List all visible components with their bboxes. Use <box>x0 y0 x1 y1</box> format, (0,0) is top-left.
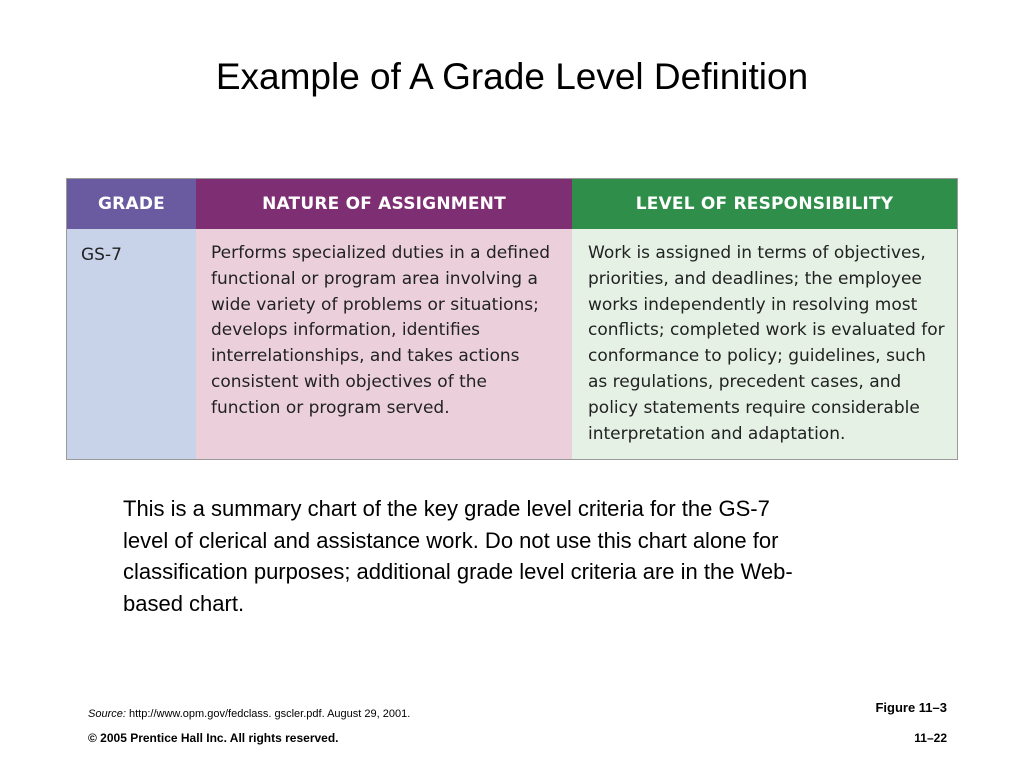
nature-line: functional or program area involving a <box>211 268 538 289</box>
slide-title: Example of A Grade Level Definition <box>215 56 809 97</box>
level-cell <box>572 229 957 459</box>
level-header: LEVEL OF RESPONSIBILITY <box>572 179 957 229</box>
source-text: http://www.opm.gov/fedclass. gscler.pdf. August 29, 2001. <box>128 708 411 720</box>
nature-line: interrelationships, and takes actions <box>211 346 520 367</box>
page-number: 11–22 <box>914 731 947 745</box>
level-column <box>572 179 957 459</box>
level-line: interpretation and adaptation. <box>588 423 846 444</box>
summary-line: classification purposes; additional grade level criteria are in the Web- <box>123 559 793 584</box>
level-line: Work is assigned in terms of objectives, <box>588 243 926 263</box>
grade-value: GS-7 <box>81 245 122 265</box>
grade-column <box>67 179 196 459</box>
nature-line: consistent with objectives of the <box>211 371 487 392</box>
source-label: Source: <box>88 708 126 720</box>
level-line: conflicts; completed work is evaluated for <box>588 320 945 341</box>
grade-level-table <box>66 178 958 460</box>
nature-cell <box>196 229 572 459</box>
nature-line: Performs specialized duties in a defined <box>211 243 550 263</box>
level-line: priorities, and deadlines; the employee <box>588 268 922 289</box>
nature-line: function or program served. <box>211 397 450 418</box>
grade-header: GRADE <box>67 179 196 229</box>
grade-cell <box>67 229 196 459</box>
level-line: as regulations, precedent cases, and <box>588 371 902 392</box>
summary-line: based chart. <box>123 590 245 616</box>
nature-line: wide variety of problems or situations; <box>211 294 539 315</box>
nature-header: NATURE OF ASSIGNMENT <box>196 179 572 229</box>
summary-line: level of clerical and assistance work. Do not use this chart alone for <box>123 527 779 553</box>
summary-paragraph <box>123 493 923 619</box>
summary-line: This is a summary chart of the key grade level criteria for the GS-7 <box>123 496 770 521</box>
nature-column <box>196 179 572 459</box>
level-line: policy statements require considerable <box>588 397 920 418</box>
source-citation <box>88 708 410 720</box>
figure-label: Figure 11–3 <box>875 700 947 715</box>
level-line: conformance to policy; guidelines, such <box>588 346 926 367</box>
nature-line: develops information, identifies <box>211 320 481 341</box>
level-line: works independently in resolving most <box>588 294 918 315</box>
copyright-notice: © 2005 Prentice Hall Inc. All rights reserved. <box>88 731 339 745</box>
